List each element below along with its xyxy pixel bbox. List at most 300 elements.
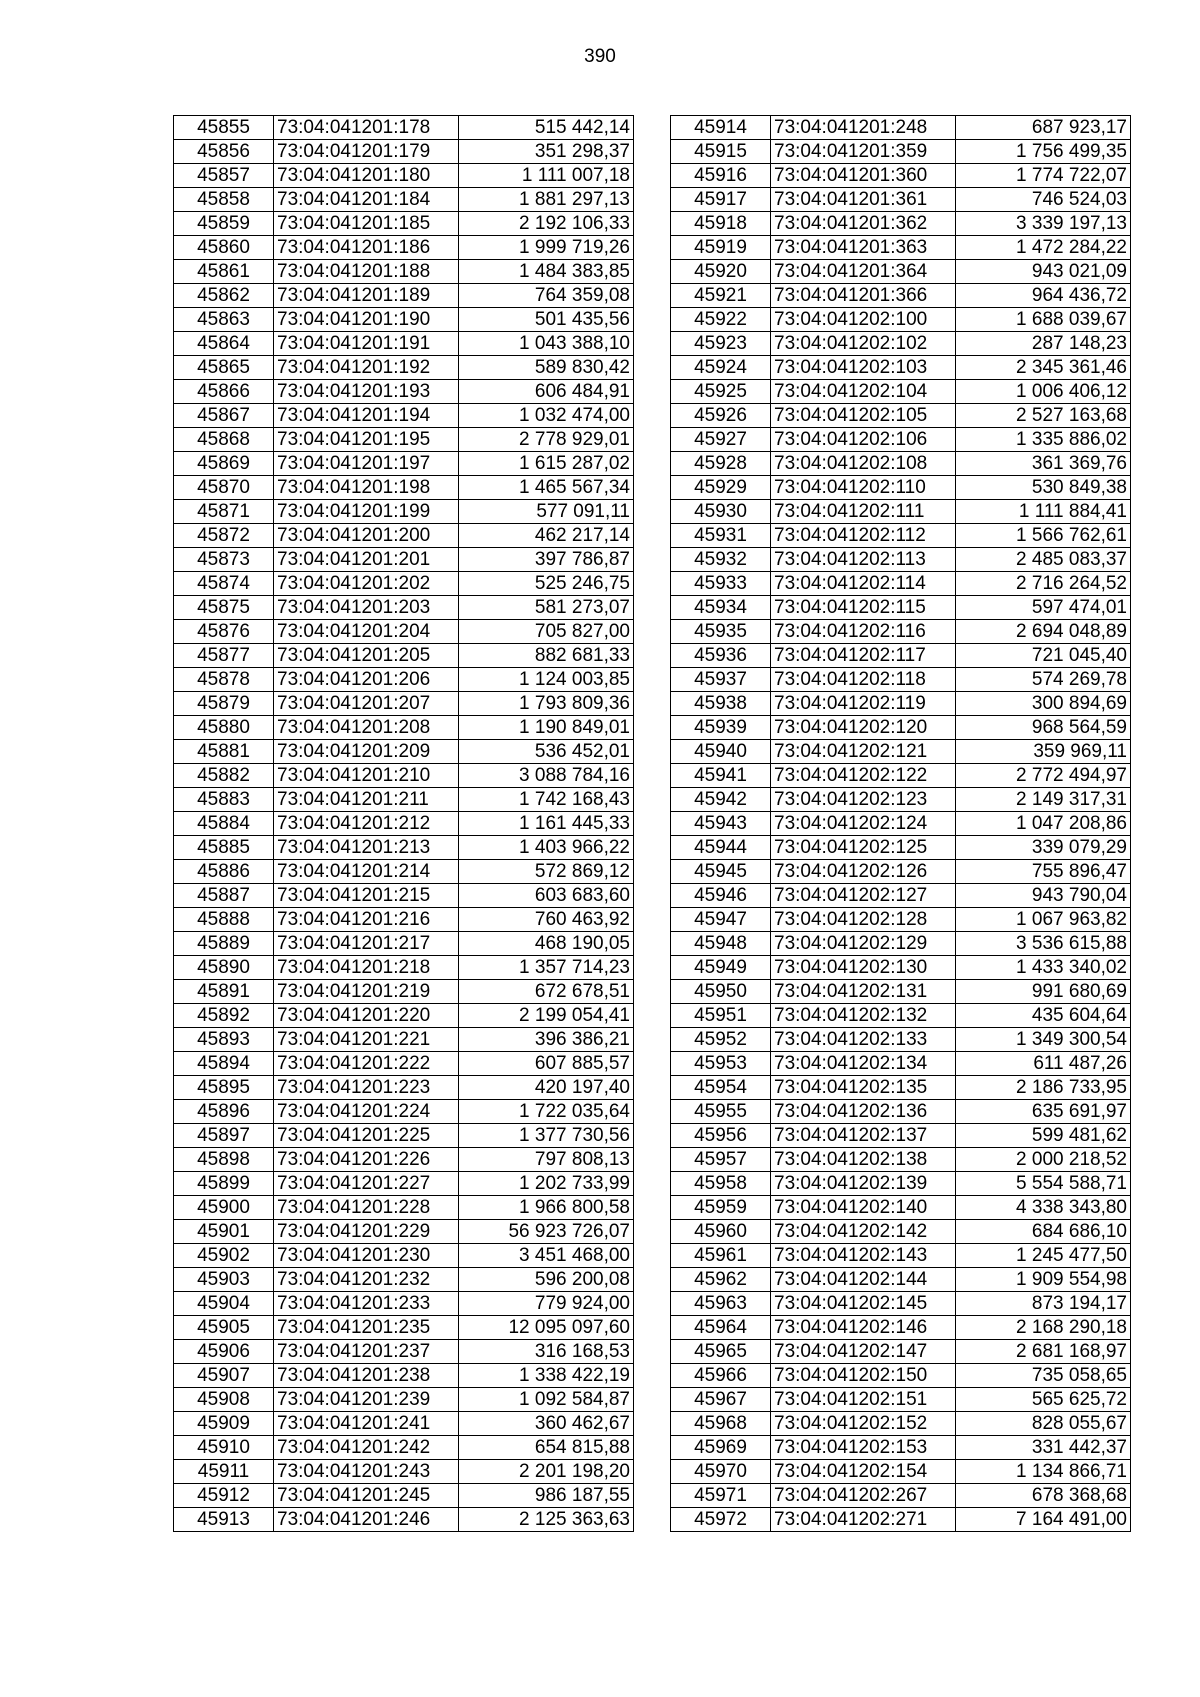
row-number-cell: 45873	[174, 548, 274, 572]
table-row	[174, 284, 634, 308]
value-cell: 339 079,29	[956, 836, 1131, 860]
table-row	[174, 1124, 634, 1148]
table-body-right	[671, 116, 1131, 1532]
table-row	[671, 116, 1131, 140]
table-row	[671, 620, 1131, 644]
cadastral-number-cell: 73:04:041201:239	[274, 1388, 459, 1412]
row-number-cell: 45862	[174, 284, 274, 308]
table-row	[671, 236, 1131, 260]
value-cell: 721 045,40	[956, 644, 1131, 668]
value-cell: 2 527 163,68	[956, 404, 1131, 428]
cadastral-number-cell: 73:04:041201:225	[274, 1124, 459, 1148]
row-number-cell: 45909	[174, 1412, 274, 1436]
row-number-cell: 45876	[174, 620, 274, 644]
row-number-cell: 45886	[174, 860, 274, 884]
row-number-cell: 45887	[174, 884, 274, 908]
row-number-cell: 45885	[174, 836, 274, 860]
table-row	[174, 260, 634, 284]
value-cell: 1 349 300,54	[956, 1028, 1131, 1052]
value-cell: 5 554 588,71	[956, 1172, 1131, 1196]
row-number-cell: 45893	[174, 1028, 274, 1052]
row-number-cell: 45908	[174, 1388, 274, 1412]
row-number-cell: 45957	[671, 1148, 771, 1172]
cadastral-number-cell: 73:04:041201:218	[274, 956, 459, 980]
row-number-cell: 45889	[174, 932, 274, 956]
table-row	[174, 140, 634, 164]
cadastral-number-cell: 73:04:041201:205	[274, 644, 459, 668]
table-body-left	[174, 116, 634, 1532]
row-number-cell: 45968	[671, 1412, 771, 1436]
row-number-cell: 45966	[671, 1364, 771, 1388]
table-row	[671, 308, 1131, 332]
value-cell: 572 869,12	[459, 860, 634, 884]
cadastral-number-cell: 73:04:041201:217	[274, 932, 459, 956]
cadastral-number-cell: 73:04:041202:143	[771, 1244, 956, 1268]
value-cell: 991 680,69	[956, 980, 1131, 1004]
cadastral-number-cell: 73:04:041202:102	[771, 332, 956, 356]
table-row	[174, 980, 634, 1004]
table-row	[671, 884, 1131, 908]
row-number-cell: 45962	[671, 1268, 771, 1292]
value-cell: 565 625,72	[956, 1388, 1131, 1412]
cadastral-number-cell: 73:04:041202:133	[771, 1028, 956, 1052]
row-number-cell: 45899	[174, 1172, 274, 1196]
cadastral-number-cell: 73:04:041201:189	[274, 284, 459, 308]
cadastral-number-cell: 73:04:041202:139	[771, 1172, 956, 1196]
row-number-cell: 45970	[671, 1460, 771, 1484]
row-number-cell: 45928	[671, 452, 771, 476]
cadastral-number-cell: 73:04:041202:140	[771, 1196, 956, 1220]
value-cell: 359 969,11	[956, 740, 1131, 764]
table-row	[174, 428, 634, 452]
value-cell: 420 197,40	[459, 1076, 634, 1100]
row-number-cell: 45915	[671, 140, 771, 164]
table-row	[671, 1268, 1131, 1292]
table-row	[174, 692, 634, 716]
table-row	[174, 1004, 634, 1028]
value-cell: 501 435,56	[459, 308, 634, 332]
value-cell: 1 134 866,71	[956, 1460, 1131, 1484]
table-row	[174, 1172, 634, 1196]
cadastral-number-cell: 73:04:041201:207	[274, 692, 459, 716]
value-cell: 964 436,72	[956, 284, 1131, 308]
row-number-cell: 45858	[174, 188, 274, 212]
table-row	[671, 260, 1131, 284]
table-row	[174, 860, 634, 884]
cadastral-number-cell: 73:04:041202:125	[771, 836, 956, 860]
row-number-cell: 45950	[671, 980, 771, 1004]
table-row	[671, 1100, 1131, 1124]
row-number-cell: 45882	[174, 764, 274, 788]
value-cell: 764 359,08	[459, 284, 634, 308]
cadastral-number-cell: 73:04:041201:221	[274, 1028, 459, 1052]
value-cell: 1 742 168,43	[459, 788, 634, 812]
value-cell: 589 830,42	[459, 356, 634, 380]
cadastral-number-cell: 73:04:041201:243	[274, 1460, 459, 1484]
row-number-cell: 45872	[174, 524, 274, 548]
row-number-cell: 45884	[174, 812, 274, 836]
value-cell: 530 849,38	[956, 476, 1131, 500]
value-cell: 2 778 929,01	[459, 428, 634, 452]
cadastral-number-cell: 73:04:041202:131	[771, 980, 956, 1004]
cadastral-number-cell: 73:04:041201:235	[274, 1316, 459, 1340]
cadastral-number-cell: 73:04:041202:271	[771, 1508, 956, 1532]
table-row	[671, 1292, 1131, 1316]
table-row	[174, 836, 634, 860]
table-row	[671, 548, 1131, 572]
value-cell: 515 442,14	[459, 116, 634, 140]
cadastral-number-cell: 73:04:041202:129	[771, 932, 956, 956]
cadastral-number-cell: 73:04:041201:230	[274, 1244, 459, 1268]
row-number-cell: 45903	[174, 1268, 274, 1292]
value-cell: 672 678,51	[459, 980, 634, 1004]
value-cell: 968 564,59	[956, 716, 1131, 740]
row-number-cell: 45958	[671, 1172, 771, 1196]
table-row	[174, 1292, 634, 1316]
table-row	[174, 1460, 634, 1484]
cadastral-number-cell: 73:04:041201:204	[274, 620, 459, 644]
value-cell: 2 168 290,18	[956, 1316, 1131, 1340]
table-row	[671, 860, 1131, 884]
row-number-cell: 45961	[671, 1244, 771, 1268]
value-cell: 2 772 494,97	[956, 764, 1131, 788]
value-cell: 828 055,67	[956, 1412, 1131, 1436]
table-row	[174, 596, 634, 620]
cadastral-number-cell: 73:04:041202:144	[771, 1268, 956, 1292]
table-row	[174, 1340, 634, 1364]
cadastral-number-cell: 73:04:041201:200	[274, 524, 459, 548]
value-cell: 607 885,57	[459, 1052, 634, 1076]
cadastral-number-cell: 73:04:041201:232	[274, 1268, 459, 1292]
value-cell: 1 202 733,99	[459, 1172, 634, 1196]
value-cell: 525 246,75	[459, 572, 634, 596]
table-row	[174, 740, 634, 764]
table-row	[174, 572, 634, 596]
row-number-cell: 45934	[671, 596, 771, 620]
table-row	[174, 116, 634, 140]
value-cell: 1 047 208,86	[956, 812, 1131, 836]
row-number-cell: 45926	[671, 404, 771, 428]
row-number-cell: 45905	[174, 1316, 274, 1340]
cadastral-number-cell: 73:04:041201:212	[274, 812, 459, 836]
cadastral-number-cell: 73:04:041201:245	[274, 1484, 459, 1508]
row-number-cell: 45919	[671, 236, 771, 260]
row-number-cell: 45935	[671, 620, 771, 644]
row-number-cell: 45863	[174, 308, 274, 332]
table-row	[174, 644, 634, 668]
value-cell: 2 149 317,31	[956, 788, 1131, 812]
value-cell: 986 187,55	[459, 1484, 634, 1508]
value-cell: 581 273,07	[459, 596, 634, 620]
table-row	[671, 284, 1131, 308]
row-number-cell: 45902	[174, 1244, 274, 1268]
cadastral-number-cell: 73:04:041201:363	[771, 236, 956, 260]
value-cell: 1 357 714,23	[459, 956, 634, 980]
cadastral-number-cell: 73:04:041201:248	[771, 116, 956, 140]
value-cell: 1 161 445,33	[459, 812, 634, 836]
row-number-cell: 45936	[671, 644, 771, 668]
table-row	[671, 1124, 1131, 1148]
value-cell: 1 774 722,07	[956, 164, 1131, 188]
cadastral-number-cell: 73:04:041201:220	[274, 1004, 459, 1028]
row-number-cell: 45971	[671, 1484, 771, 1508]
value-cell: 2 201 198,20	[459, 1460, 634, 1484]
row-number-cell: 45896	[174, 1100, 274, 1124]
cadastral-number-cell: 73:04:041202:130	[771, 956, 956, 980]
row-number-cell: 45861	[174, 260, 274, 284]
row-number-cell: 45888	[174, 908, 274, 932]
value-cell: 1 722 035,64	[459, 1100, 634, 1124]
value-cell: 687 923,17	[956, 116, 1131, 140]
table-row	[671, 812, 1131, 836]
table-row	[671, 1244, 1131, 1268]
row-number-cell: 45951	[671, 1004, 771, 1028]
table-row	[671, 1004, 1131, 1028]
table-row	[671, 764, 1131, 788]
cadastral-number-cell: 73:04:041201:202	[274, 572, 459, 596]
cadastral-number-cell: 73:04:041202:114	[771, 572, 956, 596]
row-number-cell: 45917	[671, 188, 771, 212]
value-cell: 1 472 284,22	[956, 236, 1131, 260]
value-cell: 1 966 800,58	[459, 1196, 634, 1220]
table-row	[671, 740, 1131, 764]
cadastral-number-cell: 73:04:041201:210	[274, 764, 459, 788]
table-row	[174, 380, 634, 404]
value-cell: 599 481,62	[956, 1124, 1131, 1148]
row-number-cell: 45930	[671, 500, 771, 524]
value-cell: 1 067 963,82	[956, 908, 1131, 932]
row-number-cell: 45965	[671, 1340, 771, 1364]
row-number-cell: 45866	[174, 380, 274, 404]
cadastral-number-cell: 73:04:041201:228	[274, 1196, 459, 1220]
value-cell: 654 815,88	[459, 1436, 634, 1460]
row-number-cell: 45940	[671, 740, 771, 764]
row-number-cell: 45949	[671, 956, 771, 980]
table-row	[671, 1364, 1131, 1388]
value-cell: 746 524,03	[956, 188, 1131, 212]
table-row	[174, 908, 634, 932]
cadastral-number-cell: 73:04:041201:224	[274, 1100, 459, 1124]
row-number-cell: 45939	[671, 716, 771, 740]
value-cell: 1 484 383,85	[459, 260, 634, 284]
table-row	[174, 1052, 634, 1076]
cadastral-number-cell: 73:04:041201:213	[274, 836, 459, 860]
table-row	[174, 788, 634, 812]
cadastral-number-cell: 73:04:041202:147	[771, 1340, 956, 1364]
row-number-cell: 45927	[671, 428, 771, 452]
row-number-cell: 45945	[671, 860, 771, 884]
row-number-cell: 45938	[671, 692, 771, 716]
row-number-cell: 45944	[671, 836, 771, 860]
value-cell: 2 694 048,89	[956, 620, 1131, 644]
cadastral-number-cell: 73:04:041202:134	[771, 1052, 956, 1076]
row-number-cell: 45918	[671, 212, 771, 236]
row-number-cell: 45906	[174, 1340, 274, 1364]
table-row	[174, 620, 634, 644]
value-cell: 1 465 567,34	[459, 476, 634, 500]
table-row	[174, 1484, 634, 1508]
cadastral-number-cell: 73:04:041201:237	[274, 1340, 459, 1364]
value-cell: 1 111 884,41	[956, 500, 1131, 524]
table-row	[671, 1148, 1131, 1172]
cadastral-number-cell: 73:04:041202:145	[771, 1292, 956, 1316]
table-row	[671, 596, 1131, 620]
table-row	[671, 956, 1131, 980]
row-number-cell: 45898	[174, 1148, 274, 1172]
value-cell: 2 192 106,33	[459, 212, 634, 236]
table-row	[174, 1196, 634, 1220]
value-cell: 760 463,92	[459, 908, 634, 932]
row-number-cell: 45960	[671, 1220, 771, 1244]
value-cell: 3 536 615,88	[956, 932, 1131, 956]
row-number-cell: 45941	[671, 764, 771, 788]
row-number-cell: 45943	[671, 812, 771, 836]
value-cell: 1 245 477,50	[956, 1244, 1131, 1268]
table-row	[671, 1388, 1131, 1412]
row-number-cell: 45859	[174, 212, 274, 236]
table-row	[671, 572, 1131, 596]
table-row	[174, 716, 634, 740]
value-cell: 1 006 406,12	[956, 380, 1131, 404]
row-number-cell: 45912	[174, 1484, 274, 1508]
cadastral-number-cell: 73:04:041202:105	[771, 404, 956, 428]
table-row	[671, 500, 1131, 524]
cadastral-number-cell: 73:04:041201:216	[274, 908, 459, 932]
row-number-cell: 45921	[671, 284, 771, 308]
value-cell: 1 092 584,87	[459, 1388, 634, 1412]
table-row	[174, 884, 634, 908]
value-cell: 797 808,13	[459, 1148, 634, 1172]
cadastral-number-cell: 73:04:041202:116	[771, 620, 956, 644]
table-row	[174, 932, 634, 956]
row-number-cell: 45911	[174, 1460, 274, 1484]
value-cell: 1 377 730,56	[459, 1124, 634, 1148]
value-cell: 1 190 849,01	[459, 716, 634, 740]
cadastral-number-cell: 73:04:041201:190	[274, 308, 459, 332]
cadastral-number-cell: 73:04:041201:227	[274, 1172, 459, 1196]
value-cell: 397 786,87	[459, 548, 634, 572]
cadastral-number-cell: 73:04:041201:199	[274, 500, 459, 524]
cadastral-number-cell: 73:04:041201:186	[274, 236, 459, 260]
table-row	[174, 1508, 634, 1532]
value-cell: 779 924,00	[459, 1292, 634, 1316]
cadastral-number-cell: 73:04:041202:154	[771, 1460, 956, 1484]
value-cell: 943 021,09	[956, 260, 1131, 284]
value-cell: 635 691,97	[956, 1100, 1131, 1124]
row-number-cell: 45952	[671, 1028, 771, 1052]
value-cell: 462 217,14	[459, 524, 634, 548]
row-number-cell: 45916	[671, 164, 771, 188]
cadastral-number-cell: 73:04:041202:118	[771, 668, 956, 692]
table-row	[174, 1148, 634, 1172]
cadastral-number-cell: 73:04:041201:366	[771, 284, 956, 308]
cadastral-number-cell: 73:04:041202:138	[771, 1148, 956, 1172]
table-row	[671, 932, 1131, 956]
value-cell: 3 088 784,16	[459, 764, 634, 788]
table-row	[671, 716, 1131, 740]
value-cell: 577 091,11	[459, 500, 634, 524]
table-row	[671, 1340, 1131, 1364]
table-row	[671, 452, 1131, 476]
cadastral-number-cell: 73:04:041201:203	[274, 596, 459, 620]
cadastral-number-cell: 73:04:041202:150	[771, 1364, 956, 1388]
row-number-cell: 45865	[174, 356, 274, 380]
row-number-cell: 45897	[174, 1124, 274, 1148]
row-number-cell: 45932	[671, 548, 771, 572]
row-number-cell: 45881	[174, 740, 274, 764]
value-cell: 316 168,53	[459, 1340, 634, 1364]
cadastral-number-cell: 73:04:041201:214	[274, 860, 459, 884]
row-number-cell: 45913	[174, 1508, 274, 1532]
row-number-cell: 45877	[174, 644, 274, 668]
value-cell: 1 615 287,02	[459, 452, 634, 476]
table-row	[671, 380, 1131, 404]
table-row	[671, 788, 1131, 812]
row-number-cell: 45869	[174, 452, 274, 476]
value-cell: 1 756 499,35	[956, 140, 1131, 164]
cadastral-number-cell: 73:04:041201:242	[274, 1436, 459, 1460]
row-number-cell: 45922	[671, 308, 771, 332]
row-number-cell: 45870	[174, 476, 274, 500]
value-cell: 2 125 363,63	[459, 1508, 634, 1532]
cadastral-number-cell: 73:04:041201:359	[771, 140, 956, 164]
row-number-cell: 45953	[671, 1052, 771, 1076]
table-row	[174, 1412, 634, 1436]
row-number-cell: 45925	[671, 380, 771, 404]
value-cell: 1 688 039,67	[956, 308, 1131, 332]
row-number-cell: 45914	[671, 116, 771, 140]
value-cell: 300 894,69	[956, 692, 1131, 716]
row-number-cell: 45955	[671, 1100, 771, 1124]
row-number-cell: 45890	[174, 956, 274, 980]
table-row	[671, 356, 1131, 380]
table-row	[671, 1316, 1131, 1340]
row-number-cell: 45924	[671, 356, 771, 380]
value-cell: 2 716 264,52	[956, 572, 1131, 596]
row-number-cell: 45937	[671, 668, 771, 692]
value-cell: 287 148,23	[956, 332, 1131, 356]
cadastral-number-cell: 73:04:041202:124	[771, 812, 956, 836]
row-number-cell: 45907	[174, 1364, 274, 1388]
cadastral-number-cell: 73:04:041202:267	[771, 1484, 956, 1508]
value-cell: 435 604,64	[956, 1004, 1131, 1028]
row-number-cell: 45856	[174, 140, 274, 164]
cadastral-number-cell: 73:04:041201:197	[274, 452, 459, 476]
row-number-cell: 45954	[671, 1076, 771, 1100]
cadastral-number-cell: 73:04:041201:219	[274, 980, 459, 1004]
value-cell: 396 386,21	[459, 1028, 634, 1052]
table-row	[671, 476, 1131, 500]
value-cell: 1 335 886,02	[956, 428, 1131, 452]
row-number-cell: 45929	[671, 476, 771, 500]
table-row	[174, 308, 634, 332]
value-cell: 574 269,78	[956, 668, 1131, 692]
table-row	[671, 140, 1131, 164]
table-row	[671, 692, 1131, 716]
value-cell: 943 790,04	[956, 884, 1131, 908]
table-row	[671, 1172, 1131, 1196]
cadastral-number-cell: 73:04:041202:146	[771, 1316, 956, 1340]
value-cell: 56 923 726,07	[459, 1220, 634, 1244]
row-number-cell: 45880	[174, 716, 274, 740]
row-number-cell: 45946	[671, 884, 771, 908]
cadastral-number-cell: 73:04:041201:241	[274, 1412, 459, 1436]
table-row	[671, 1460, 1131, 1484]
value-cell: 1 909 554,98	[956, 1268, 1131, 1292]
table-row	[174, 1076, 634, 1100]
cadastral-number-cell: 73:04:041202:132	[771, 1004, 956, 1028]
value-cell: 1 338 422,19	[459, 1364, 634, 1388]
